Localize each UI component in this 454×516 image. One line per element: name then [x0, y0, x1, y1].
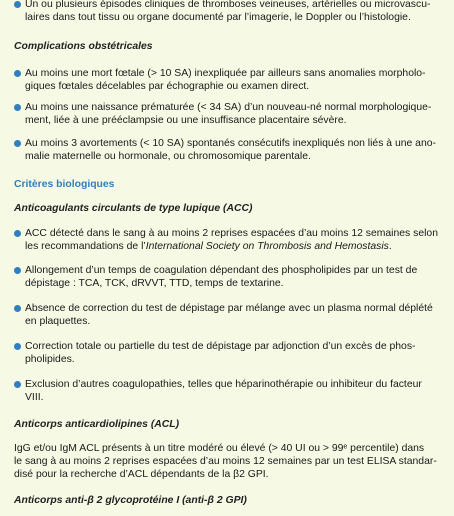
subheading-anti-b2gpi: Anticorps anti-β 2 glycoprotéine I (anti-β 2 GPI) — [14, 495, 247, 506]
text-line: malie maternelle ou hormonale, ou chromosomique parentale. — [25, 151, 311, 162]
text-line: en plaquettes. — [25, 316, 91, 327]
list-item — [14, 378, 453, 404]
text-line: Allongement d’un temps de coagulation dépendant des phospholipides par un test de — [25, 265, 418, 276]
text-line: dépistage : TCA, TCK, dRVVT, TTD, temps de textarine. — [25, 278, 284, 289]
bullet-dot-icon — [14, 230, 21, 237]
text-line: pholipides. — [25, 354, 75, 365]
list-item — [14, 227, 453, 253]
paragraph-acl — [14, 442, 442, 481]
text-line: disé pour la recherche d’ACL dépendants de la β2 GPI. — [14, 469, 269, 480]
text-line: Au moins 3 avortements (< 10 SA) spontanés consécutifs inexpliqués non liés à une ano- — [25, 138, 436, 149]
list-item — [14, 101, 453, 127]
text-line: le sang à au moins 2 reprises espacées d’au moins 12 semaines par un test ELISA standar- — [14, 456, 437, 467]
text-line: VIII. — [25, 392, 44, 403]
list-item — [14, 0, 453, 24]
subheading-lupus-anticoagulant: Anticoagulants circulants de type lupique (ACC) — [14, 203, 253, 214]
text-line: Au moins une mort fœtale (> 10 SA) inexpliquée par ailleurs sans anomalies morpholo- — [25, 68, 426, 79]
text-line: laires dans tout tissu ou organe documenté par l’imagerie, le Doppler ou l’histologie. — [25, 12, 411, 23]
section-heading-biological-criteria: Critères biologiques — [14, 179, 115, 190]
text-line: Absence de correction du test de dépistage par mélange avec un plasma normal déplété — [25, 303, 433, 314]
text-line: IgG et/ou IgM ACL présents à un titre modéré ou élevé (> 40 UI ou > 99ᵉ percentile) dans — [14, 443, 425, 454]
bullet-dot-icon — [14, 343, 21, 350]
list-item — [14, 264, 453, 290]
text-line: Au moins une naissance prématurée (< 34 SA) d’un nouveau-né normal morphologique- — [25, 102, 432, 113]
text-line: les recommandations de l’International Society on Thrombosis and Hemostasis. — [25, 241, 392, 252]
text-line: Correction totale ou partielle du test de dépistage par adjonction d’un excès de phos- — [25, 341, 416, 352]
bullet-dot-icon — [14, 1, 21, 8]
list-item — [14, 302, 453, 328]
text-line: giques fœtales décelables par échographie ou examen direct. — [25, 81, 310, 92]
list-item — [14, 67, 453, 93]
bullet-dot-icon — [14, 104, 21, 111]
bullet-dot-icon — [14, 70, 21, 77]
bullet-dot-icon — [14, 140, 21, 147]
subheading-obstetric-complications: Complications obstétricales — [14, 41, 153, 52]
text-line: ment, liée à une prééclampsie ou une insuffisance placentaire sévère. — [25, 115, 347, 126]
text-line: Un ou plusieurs épisodes cliniques de thromboses veineuses, artérielles ou microvascu- — [25, 0, 431, 10]
text-line: ACC détecté dans le sang à au moins 2 reprises espacées d’au moins 12 semaines selon — [25, 228, 438, 239]
bullet-dot-icon — [14, 267, 21, 274]
bullet-dot-icon — [14, 381, 21, 388]
bullet-dot-icon — [14, 305, 21, 312]
list-item — [14, 137, 453, 163]
list-item — [14, 340, 453, 366]
text-line: Exclusion d’autres coagulopathies, telles que héparinothérapie ou inhibiteur du facteur — [25, 379, 422, 390]
subheading-anticardiolipin: Anticorps anticardiolipines (ACL) — [14, 419, 180, 430]
